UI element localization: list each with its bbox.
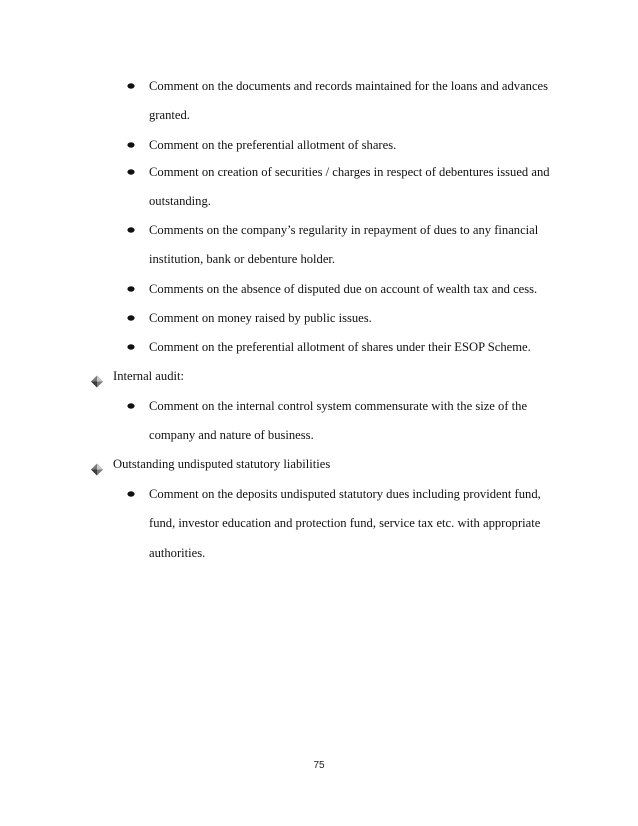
list-item-text: Comments on the company’s regularity in repayment of dues to any financial bbox=[149, 223, 539, 237]
list-item bbox=[149, 216, 569, 275]
list-item-text: Comment on the preferential allotment of shares. bbox=[149, 138, 397, 152]
round-bullet-icon bbox=[127, 142, 135, 148]
list-item-text: authorities. bbox=[149, 545, 206, 560]
section-heading-item bbox=[113, 362, 184, 391]
round-bullet-icon bbox=[127, 83, 135, 89]
diamond-bullet-icon bbox=[90, 458, 104, 471]
list-item-text: outstanding. bbox=[149, 194, 211, 209]
list-item-text: Comment on the internal control system commensurate with the size of the bbox=[149, 399, 528, 413]
round-bullet-icon bbox=[127, 227, 135, 233]
list-item-text: Comments on the absence of disputed due on account of wealth tax and cess. bbox=[149, 282, 538, 296]
list-item bbox=[149, 304, 569, 333]
section-heading-item bbox=[113, 450, 330, 479]
list-item-text: Comment on the preferential allotment of shares under their ESOP Scheme. bbox=[149, 340, 531, 354]
section-heading-text: Outstanding undisputed statutory liabilities bbox=[113, 457, 331, 471]
list-item-text: company and nature of business. bbox=[149, 428, 314, 443]
list-item-text: Comment on money raised by public issues. bbox=[149, 311, 372, 325]
list-item bbox=[149, 275, 569, 304]
list-item-text: granted. bbox=[149, 108, 190, 123]
list-item bbox=[149, 158, 569, 217]
section-heading-text: Internal audit: bbox=[113, 369, 184, 383]
list-item bbox=[149, 392, 569, 451]
list-item-text: Comment on the deposits undisputed statutory dues including provident fund, bbox=[149, 487, 541, 501]
list-item bbox=[149, 131, 569, 160]
page-number: 75 bbox=[313, 760, 325, 771]
list-item bbox=[149, 333, 569, 362]
round-bullet-icon bbox=[127, 344, 135, 350]
list-item-text: Comment on the documents and records maintained for the loans and advances bbox=[149, 79, 549, 93]
round-bullet-icon bbox=[127, 286, 135, 292]
list-item bbox=[149, 480, 569, 568]
round-bullet-icon bbox=[127, 403, 135, 409]
round-bullet-icon bbox=[127, 491, 135, 497]
round-bullet-icon bbox=[127, 169, 135, 175]
list-item-text: Comment on creation of securities / charges in respect of debentures issued and bbox=[149, 165, 550, 179]
diamond-bullet-icon bbox=[90, 370, 104, 383]
list-item bbox=[149, 72, 569, 131]
list-item-text: fund, investor education and protection fund, service tax etc. with appropriate bbox=[149, 516, 541, 531]
list-item-text: institution, bank or debenture holder. bbox=[149, 252, 336, 267]
round-bullet-icon bbox=[127, 315, 135, 321]
